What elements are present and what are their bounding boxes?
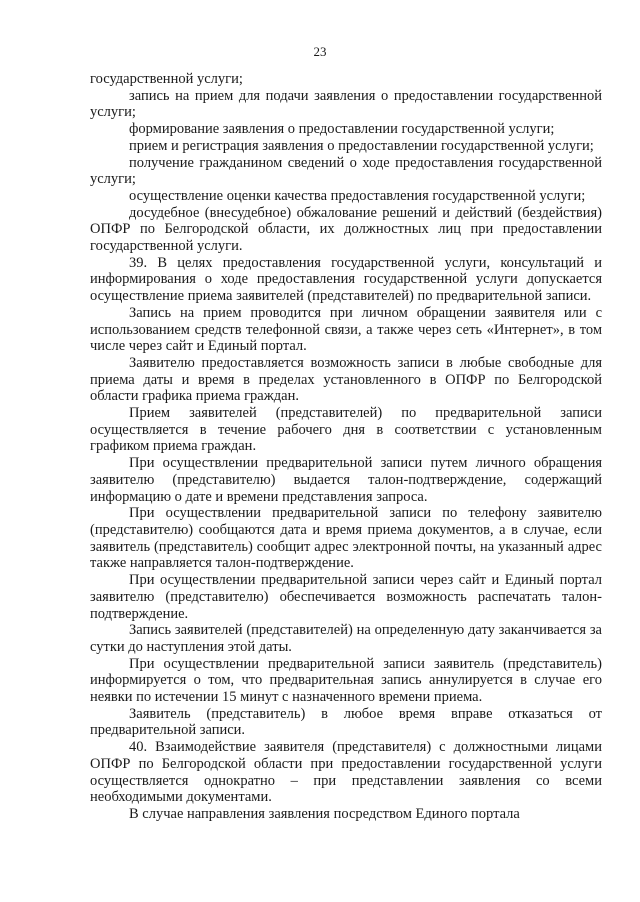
- paragraph: Прием заявителей (представителей) по предварительной записи осуществляется в течение рабочего дня в соответствии с установленным графиком приема граждан.: [90, 405, 602, 455]
- paragraph: Заявитель (представитель) в любое время вправе отказаться от предварительной записи.: [90, 705, 602, 739]
- paragraph-section-39: 39. В целях предоставления государственной услуги, консультаций и информирования о ходе предоставления государственной услуги допускается осуществление приема заявителей (представителей) по предварительной записи.: [90, 254, 602, 305]
- paragraph: При осуществлении предварительной записи заявитель (представитель) информируется о том, что предварительная запись аннулируется в случае его неявки по истечении 15 минут с назначенного времени приема.: [90, 655, 602, 706]
- paragraph: Запись заявителей (представителей) на определенную дату заканчивается за сутки до наступления этой даты.: [90, 622, 602, 655]
- paragraph: прием и регистрация заявления о предоставлении государственной услуги;: [129, 137, 594, 154]
- paragraph: При осуществлении предварительной записи по телефону заявителю (представителю) сообщаются дата и время приема документов, а в случае, если заявитель (представитель) сообщит адрес электронной почты, на указанный адрес также направляется талон-подтверждение.: [90, 505, 602, 572]
- paragraph: формирование заявления о предоставлении государственной услуги;: [129, 121, 555, 138]
- paragraph: В случае направления заявления посредством Единого портала: [129, 805, 520, 822]
- paragraph: При осуществлении предварительной записи через сайт и Единый портал заявителю (представителю) обеспечивается возможность распечатать талон-подтверждение.: [90, 572, 602, 622]
- paragraph: Запись на прием проводится при личном обращении заявителя или с использованием средств телефонной связи, а также через сеть «Интернет», в том числе через сайт и Единый портал.: [90, 304, 602, 355]
- paragraph: запись на прием для подачи заявления о предоставлении государственной услуги;: [90, 87, 602, 121]
- paragraph: досудебное (внесудебное) обжалование решений и действий (бездействия) ОПФР по Белгородской области, их должностных лиц при предоставлении государственной услуги.: [90, 204, 602, 255]
- paragraph: При осуществлении предварительной записи путем личного обращения заявителю (представителю) выдается талон-подтверждение, содержащий информацию о дате и времени представления запроса.: [90, 455, 602, 505]
- paragraph: Заявителю предоставляется возможность записи в любые свободные для приема даты и время в пределах установленного в ОПФР по Белгородской области графика приема граждан.: [90, 354, 602, 405]
- page-number: 23: [313, 44, 327, 59]
- paragraph: осуществление оценки качества предоставления государственной услуги;: [129, 187, 586, 204]
- paragraph: получение гражданином сведений о ходе предоставления государственной услуги;: [90, 154, 602, 188]
- paragraph-section-40: 40. Взаимодействие заявителя (представителя) с должностными лицами ОПФР по Белгородской области при предоставлении государственной услуги осуществляется однократно – при представлении заявления со всеми необходимыми документами.: [90, 739, 602, 806]
- document-body: [90, 71, 602, 823]
- paragraph: государственной услуги;: [90, 71, 243, 87]
